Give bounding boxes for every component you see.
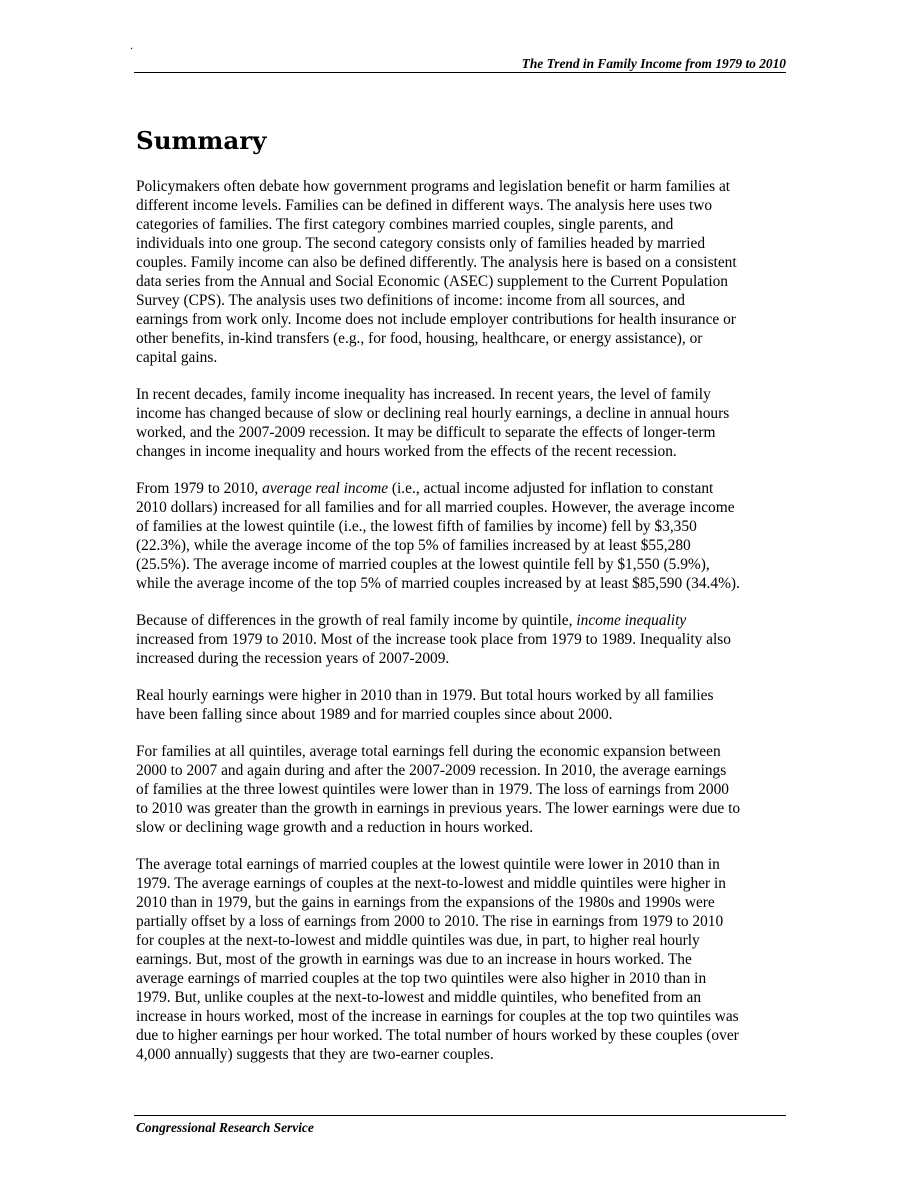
- text-segment: earnings. But, most of the growth in earnings was due to an increase in hours worked. The: [136, 951, 692, 968]
- paragraph-1: [136, 177, 792, 367]
- text-line: [136, 931, 792, 950]
- text-segment: slow or declining wage growth and a reduction in hours worked.: [136, 819, 534, 836]
- text-segment: (25.5%). The average income of married couples at the lowest quintile fell by $1,550 (5.9%),: [136, 556, 710, 573]
- text-line: [136, 215, 792, 234]
- text-segment: have been falling since about 1989 and for married couples since about 2000.: [136, 706, 613, 723]
- corner-mark: .: [130, 38, 133, 52]
- text-segment: while the average income of the top 5% of married couples increased by at least $85,590 (34.4%).: [136, 575, 740, 592]
- text-segment: 1979. But, unlike couples at the next-to-lowest and middle quintiles, who benefited from an: [136, 989, 702, 1006]
- text-line: [136, 818, 792, 837]
- text-line: [136, 969, 792, 988]
- text-line: [136, 912, 792, 931]
- text-segment: The average total earnings of married couples at the lowest quintile were lower in 2010 than in: [136, 856, 720, 873]
- text-segment: worked, and the 2007-2009 recession. It may be difficult to separate the effects of longer-term: [136, 424, 716, 441]
- text-segment: to 2010 was greater than the growth in earnings in previous years. The lower earnings were due to: [136, 800, 741, 817]
- text-line: [136, 517, 792, 536]
- footer-rule: [134, 1115, 786, 1116]
- text-segment: In recent decades, family income inequality has increased. In recent years, the level of family: [136, 386, 711, 403]
- paragraph-2: [136, 385, 792, 461]
- text-segment: 1979. The average earnings of couples at the next-to-lowest and middle quintiles were higher in: [136, 875, 726, 892]
- text-line: [136, 780, 792, 799]
- text-line: [136, 574, 792, 593]
- text-segment: categories of families. The first category combines married couples, single parents, and: [136, 216, 674, 233]
- paragraph-4: [136, 611, 792, 668]
- text-line: [136, 177, 792, 196]
- text-line: [136, 253, 792, 272]
- text-line: [136, 479, 792, 498]
- text-line: [136, 234, 792, 253]
- text-line: [136, 1026, 792, 1045]
- text-line: [136, 686, 792, 705]
- text-line: [136, 555, 792, 574]
- text-line: [136, 649, 792, 668]
- text-segment: Survey (CPS). The analysis uses two definitions of income: income from all sources, and: [136, 292, 685, 309]
- text-segment: Real hourly earnings were higher in 2010 than in 1979. But total hours worked by all families: [136, 687, 714, 704]
- text-segment: couples. Family income can also be defined differently. The analysis here is based on a consistent: [136, 254, 737, 271]
- text-segment: (i.e., actual income adjusted for inflation to constant: [388, 480, 714, 497]
- paragraph-7: [136, 855, 792, 1064]
- text-line: [136, 498, 792, 517]
- text-segment: increased from 1979 to 2010. Most of the increase took place from 1979 to 1989. Inequality also: [136, 631, 731, 648]
- text-segment: individuals into one group. The second category consists only of families headed by married: [136, 235, 706, 252]
- text-segment: 2010 dollars) increased for all families and for all married couples. However, the average income: [136, 499, 735, 516]
- text-line: [136, 196, 792, 215]
- text-line: [136, 348, 792, 367]
- text-line: [136, 536, 792, 555]
- header-rule: [134, 72, 786, 73]
- text-line: [136, 423, 792, 442]
- text-segment: 2000 to 2007 and again during and after the 2007-2009 recession. In 2010, the average earnings: [136, 762, 727, 779]
- running-footer: Congressional Research Service: [136, 1120, 314, 1135]
- text-segment: capital gains.: [136, 349, 218, 366]
- text-line: [136, 950, 792, 969]
- text-segment: 4,000 annually) suggests that they are two-earner couples.: [136, 1046, 494, 1063]
- text-segment: data series from the Annual and Social Economic (ASEC) supplement to the Current Population: [136, 273, 728, 290]
- text-segment: partially offset by a loss of earnings from 2000 to 2010. The rise in earnings from 1979 to 2010: [136, 913, 724, 930]
- page-title: Summary: [136, 126, 267, 155]
- text-line: [136, 310, 792, 329]
- text-line: [136, 272, 792, 291]
- text-segment: 2010 than in 1979, but the gains in earnings from the expansions of the 1980s and 1990s were: [136, 894, 715, 911]
- text-segment: Because of differences in the growth of real family income by quintile,: [136, 612, 577, 629]
- text-segment: for couples at the next-to-lowest and middle quintiles was due, in part, to higher real hourly: [136, 932, 700, 949]
- paragraph-6: [136, 742, 792, 837]
- summary-body: [136, 177, 792, 1082]
- text-segment: income has changed because of slow or declining real hourly earnings, a decline in annual hours: [136, 405, 730, 422]
- paragraph-3: [136, 479, 792, 593]
- text-segment: changes in income inequality and hours worked from the effects of the recent recession.: [136, 443, 677, 460]
- text-segment: earnings from work only. Income does not include employer contributions for health insurance or: [136, 311, 736, 328]
- running-header: The Trend in Family Income from 1979 to 2010: [521, 56, 786, 71]
- paragraph-5: [136, 686, 792, 724]
- emphasized-term: average real income: [262, 480, 389, 497]
- text-segment: increase in hours worked, most of the increase in earnings for couples at the top two quintiles was: [136, 1008, 739, 1025]
- text-line: [136, 855, 792, 874]
- text-segment: For families at all quintiles, average total earnings fell during the economic expansion between: [136, 743, 721, 760]
- text-segment: due to higher earnings per hour worked. The total number of hours worked by these couples (over: [136, 1027, 739, 1044]
- text-segment: of families at the three lowest quintiles were lower than in 1979. The loss of earnings from 2000: [136, 781, 729, 798]
- text-segment: Policymakers often debate how government programs and legislation benefit or harm families at: [136, 178, 731, 195]
- emphasized-term: income inequality: [576, 612, 687, 629]
- text-line: [136, 442, 792, 461]
- text-line: [136, 611, 792, 630]
- text-segment: of families at the lowest quintile (i.e., the lowest fifth of families by income) fell by $3,350: [136, 518, 697, 535]
- text-line: [136, 761, 792, 780]
- text-line: [136, 874, 792, 893]
- text-line: [136, 291, 792, 310]
- text-line: [136, 385, 792, 404]
- text-line: [136, 1007, 792, 1026]
- text-line: [136, 705, 792, 724]
- text-line: [136, 893, 792, 912]
- text-line: [136, 799, 792, 818]
- text-segment: increased during the recession years of 2007-2009.: [136, 650, 450, 667]
- text-line: [136, 1045, 792, 1064]
- text-segment: other benefits, in-kind transfers (e.g., for food, housing, healthcare, or energy assistance), or: [136, 330, 703, 347]
- text-line: [136, 404, 792, 423]
- text-segment: average earnings of married couples at the top two quintiles were also higher in 2010 than in: [136, 970, 707, 987]
- text-line: [136, 329, 792, 348]
- text-line: [136, 630, 792, 649]
- text-segment: different income levels. Families can be defined in different ways. The analysis here uses two: [136, 197, 713, 214]
- text-segment: From 1979 to 2010,: [136, 480, 263, 497]
- text-segment: (22.3%), while the average income of the top 5% of families increased by at least $55,280: [136, 537, 691, 554]
- text-line: [136, 988, 792, 1007]
- text-line: [136, 742, 792, 761]
